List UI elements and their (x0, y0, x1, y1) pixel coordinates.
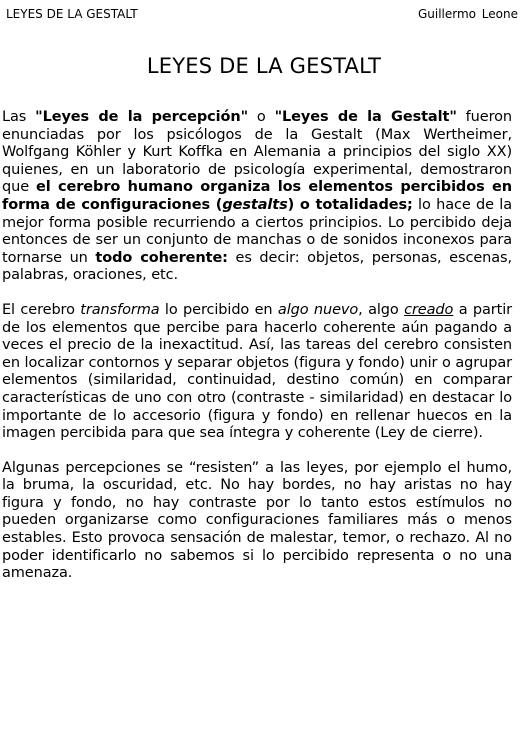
p1-bold-italic-gestalts: gestalts (222, 196, 288, 213)
header-title: LEYES DE LA GESTALT (6, 7, 138, 21)
p2-italic-underline-creado: creado (404, 301, 454, 318)
paragraph-3: Algunas percepciones se “resisten” a las leyes, por ejemplo el humo, la bruma, la oscuridad, etc. No hay bordes, no hay aristas no hay figura y fondo, no hay contraste por lo tanto estos estímulos no pueden organizarse como configuraciones familiares más o menos estables. Esto provoca sensación de malestar, temor, o rechazo. Al no poder identificarlo no sabemos si lo percibido representa o no una amenaza. (2, 459, 512, 582)
p1-text: es decir: objetos, personas, escenas, palabras, oraciones, etc. (2, 249, 512, 284)
paragraph-2 (2, 302, 512, 443)
paragraph-1 (2, 109, 512, 285)
document-body (2, 109, 512, 600)
p2-text: El cerebro (2, 301, 81, 318)
p1-text: lo hace de la mejor forma posible recurriendo a ciertos principios. Lo percibido deja entonces de ser un conjunto de manchas o de sonidos inconexos para tornarse un (2, 196, 512, 266)
header-author: Guillermo Leone (417, 7, 518, 21)
p1-bold-todo-coherente: todo coherente: (95, 249, 228, 266)
p2-text: , algo (358, 301, 405, 318)
p1-bold-leyes-percepcion: "Leyes de la percepción" (35, 109, 249, 125)
p1-text: fueron enunciadas por los psicólogos de la Gestalt (Max Wertheimer, Wolfgang Köhler y Kurt Koffka en Alemania a principios del siglo XX) quienes, en un laboratorio de psicología experimental, demostraron que (2, 109, 512, 196)
p1-bold-text: ) o totalidades; (287, 196, 413, 213)
p1-text: Las (2, 109, 36, 125)
p2-italic-algo-nuevo: algo nuevo (277, 301, 359, 318)
p1-bold-text: el cerebro humano organiza los elementos percibidos en forma de configuraciones ( (2, 179, 512, 213)
p1-bold-leyes-gestalt: "Leyes de la Gestalt" (274, 109, 457, 125)
p2-text: a partir de los elementos que percibe para hacerlo coherente aún pagando a veces el precio de la inexactitud. Así, las tareas del cerebro consisten en localizar contornos y separar objetos (figura y fondo) unir o agrupar elementos (similaridad, continuidad, destino común) en comparar características de uno con otro (contraste - similaridad) en destacar lo importante de lo accesorio (figura y fondo) en rellenar huecos en la imagen percibida para que sea íntegra y coherente (Ley de cierre). (2, 301, 513, 442)
page-title: LEYES DE LA GESTALT (146, 54, 382, 78)
running-header (6, 6, 518, 22)
p1-text: o (248, 109, 275, 125)
p2-italic-transforma: transforma (80, 301, 160, 318)
p2-text: lo percibido en (159, 301, 278, 318)
